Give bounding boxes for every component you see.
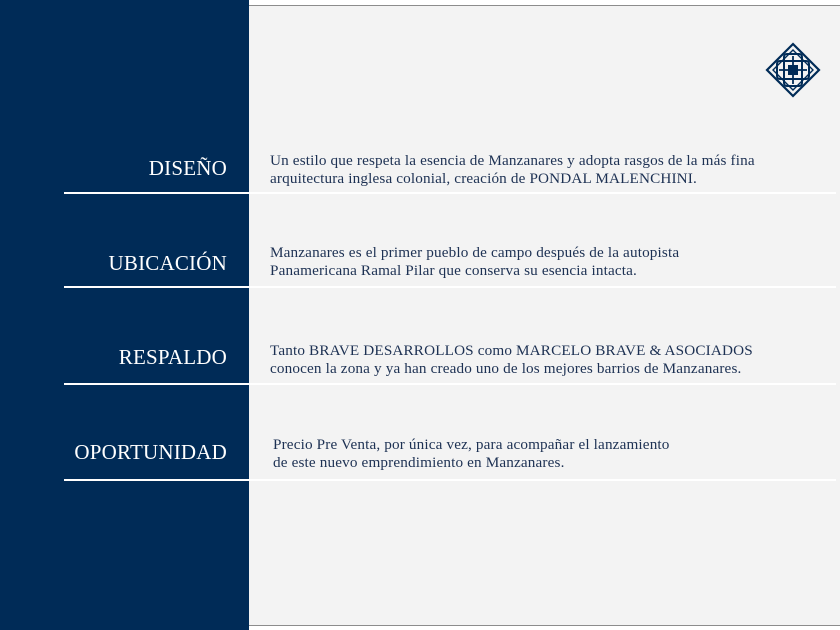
text-diseno-line-2: arquitectura inglesa colonial, creación de PONDAL MALENCHINI. (270, 170, 697, 187)
row-divider (64, 479, 836, 481)
row-divider (64, 192, 836, 194)
row-divider (64, 286, 836, 288)
text-ubicacion-line-1: Manzanares es el primer pueblo de campo después de la autopista (270, 244, 680, 261)
label-oportunidad: OPORTUNIDAD (74, 440, 227, 464)
text-oportunidad-line-1: Precio Pre Venta, por única vez, para acompañar el lanzamiento (273, 436, 670, 453)
label-ubicacion: UBICACIÓN (108, 251, 227, 275)
text-ubicacion-line-2: Panamericana Ramal Pilar que conserva su esencia intacta. (270, 262, 637, 279)
row-divider (64, 383, 836, 385)
text-respaldo-line-2: conocen la zona y ya han creado uno de los mejores barrios de Manzanares. (270, 360, 742, 377)
text-respaldo-line-1: Tanto BRAVE DESARROLLOS como MARCELO BRAVE & ASOCIADOS (270, 342, 753, 359)
sidebar-panel (0, 0, 249, 630)
label-respaldo: RESPALDO (118, 345, 227, 369)
text-diseno-line-1: Un estilo que respeta la esencia de Manzanares y adopta rasgos de la más fina (270, 152, 755, 169)
text-oportunidad-line-2: de este nuevo emprendimiento en Manzanares. (273, 454, 565, 471)
label-diseno: DISEÑO (148, 156, 227, 180)
content-panel (249, 5, 840, 626)
crest-logo-icon (765, 42, 821, 98)
